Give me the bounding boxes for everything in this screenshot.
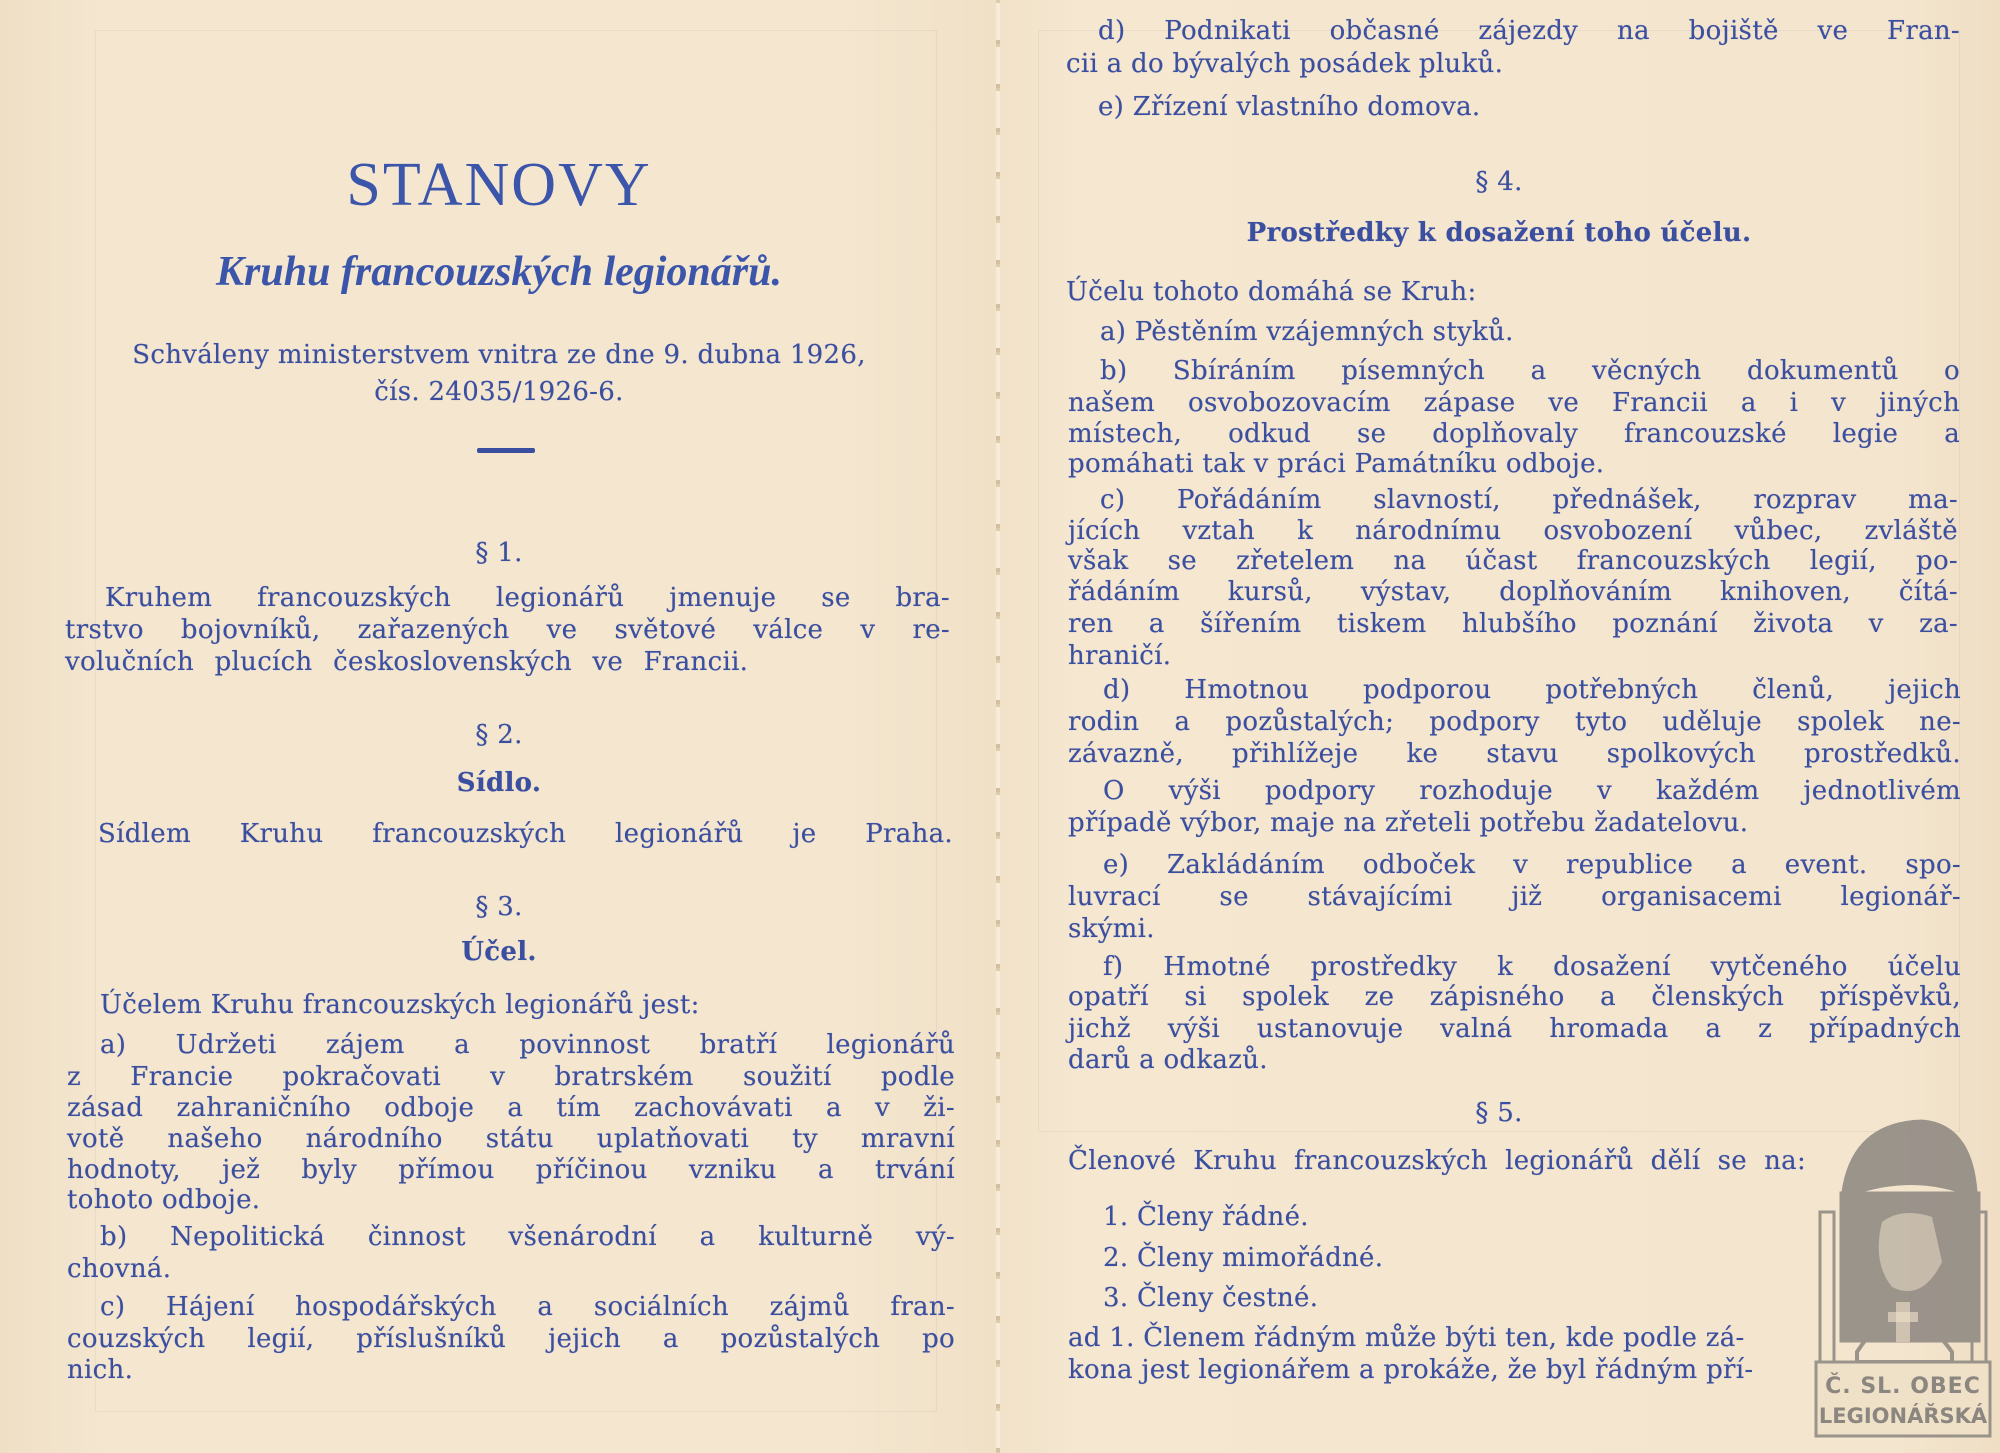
text-line: luvrací se stávajícími již organisacemi legionář- — [1068, 882, 1961, 912]
section-3-item-e: e) Zřízení vlastního domova. — [1098, 92, 1481, 122]
text-line: votě našeho národního státu uplatňovati ty mravní — [67, 1124, 955, 1154]
text-line: d) Hmotnou podporou potřebných členů, jejich — [1103, 675, 1961, 705]
text-line: Kruhem francouzských legionářů jmenuje se bra- — [105, 583, 950, 613]
text-line: hraničí. — [1068, 641, 1172, 671]
approval-line-1: Schváleny ministerstvem vnitra ze dne 9. dubna 1926, — [132, 340, 866, 370]
text-line: jichž výši ustanovuje valná hromada a z případných — [1068, 1014, 1961, 1044]
text-line: c) Pořádáním slavností, přednášek, rozprav ma- — [1100, 485, 1958, 515]
text-line: opatří si spolek ze zápisného a členských příspěvků, — [1068, 982, 1961, 1012]
text-line: Účelem Kruhu francouzských legionářů jest: — [100, 990, 700, 1020]
text-line: kona jest legionářem a prokáže, že byl řádným pří- — [1068, 1355, 1754, 1385]
text-line: d) Podnikati občasné zájezdy na bojiště ve Fran- — [1098, 16, 1960, 46]
text-line: b) Sbíráním písemných a věcných dokumentů o — [1100, 356, 1960, 386]
text-line: Členové Kruhu francouzských legionářů dělí se na: — [1068, 1146, 1806, 1176]
text-line: darů a odkazů. — [1068, 1045, 1268, 1075]
document-subtitle: Kruhu francouzských legionářů. — [216, 249, 782, 295]
member-item-3: 3. Členy čestné. — [1103, 1283, 1319, 1313]
text-line: tohoto odboje. — [67, 1185, 261, 1215]
stamp-text-line-2: LEGIONÁŘSKÁ — [1818, 1404, 1988, 1428]
divider-rule — [477, 448, 535, 453]
legionnaire-emblem-icon — [1812, 1112, 1994, 1440]
text-line: Sídlem Kruhu francouzských legionářů je Praha. — [98, 819, 953, 849]
text-line: b) Nepolitická činnost všenárodní a kulturně vý- — [100, 1222, 955, 1252]
text-line: c) Hájení hospodářských a sociálních zájmů fran- — [100, 1292, 955, 1322]
text-line: řádáním kursů, výstav, doplňováním knihoven, čítá- — [1068, 577, 1958, 607]
member-item-2: 2. Členy mimořádné. — [1103, 1243, 1384, 1273]
section-3-heading: § 3. — [475, 892, 523, 922]
section-1-heading: § 1. — [475, 538, 523, 568]
section-2-title: Sídlo. — [456, 768, 542, 798]
text-line: místech, odkud se doplňovaly francouzské legie a — [1068, 419, 1960, 449]
text-line: Účelu tohoto domáhá se Kruh: — [1066, 277, 1477, 307]
document-title: STANOVY — [346, 151, 652, 219]
member-item-1: 1. Členy řádné. — [1103, 1202, 1309, 1232]
section-4-heading: § 4. — [1475, 167, 1523, 197]
section-4-item-a: a) Pěstěním vzájemných styků. — [1100, 317, 1514, 347]
section-4-title: Prostředky k dosažení toho účelu. — [1246, 218, 1752, 248]
text-line: f) Hmotné prostředky k dosažení vytčeného účelu — [1103, 952, 1961, 982]
section-5-heading: § 5. — [1475, 1098, 1523, 1128]
text-line: O výši podpory rozhoduje v každém jednotlivém — [1103, 776, 1961, 806]
text-line: rodin a pozůstalých; podpory tyto uděluje spolek ne- — [1068, 707, 1961, 737]
text-line: chovná. — [67, 1254, 172, 1284]
text-line: trstvo bojovníků, zařazených ve světové válce v re- — [65, 615, 950, 645]
section-2-heading: § 2. — [475, 720, 523, 750]
section-3-title: Účel. — [461, 937, 537, 967]
text-line: nich. — [67, 1355, 134, 1385]
text-line: cii a do bývalých posádek pluků. — [1066, 49, 1504, 79]
text-line: volučních plucích československých ve Francii. — [65, 647, 749, 677]
text-line: e) Zakládáním odboček v republice a event. spo- — [1103, 850, 1961, 880]
text-line: skými. — [1068, 914, 1155, 944]
text-line: zásad zahraničního odboje a tím zachovávati a v ži- — [67, 1093, 955, 1123]
text-line: a) Udržeti zájem a povinnost bratří legionářů — [100, 1030, 955, 1060]
text-line: couzských legií, příslušníků jejich a pozůstalých po — [67, 1324, 955, 1354]
text-line: z Francie pokračovati v bratrském soužití podle — [67, 1062, 955, 1092]
text-line: případě výbor, maje na zřeteli potřebu žadatelovu. — [1068, 808, 1749, 838]
text-line: ren a šířením tiskem hlubšího poznání života v za- — [1068, 609, 1958, 639]
text-line: ad 1. Členem řádným může býti ten, kde podle zá- — [1068, 1323, 1745, 1353]
text-line: hodnoty, jež byly přímou příčinou vzniku a trvání — [67, 1155, 955, 1185]
text-line: pomáhati tak v práci Památníku odboje. — [1068, 449, 1605, 479]
text-line: jících vztah k národnímu osvobození vůbec, zvláště — [1068, 516, 1958, 546]
text-line: však se zřetelem na účast francouzských legií, po- — [1068, 546, 1958, 576]
text-line: závazně, přihlížeje ke stavu spolkových prostředků. — [1068, 739, 1961, 769]
text-line: našem osvobozovacím zápase ve Francii a i v jiných — [1068, 388, 1960, 418]
approval-line-2: čís. 24035/1926-6. — [374, 377, 624, 407]
stamp-text-line-1: Č. SL. OBEC — [1825, 1374, 1981, 1399]
